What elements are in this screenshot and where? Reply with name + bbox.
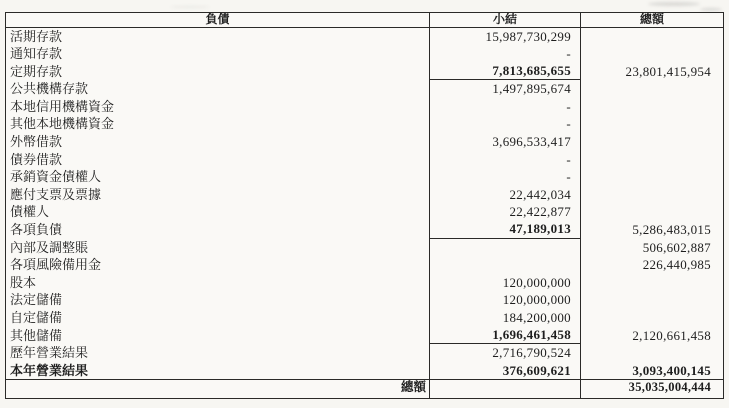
liability-label: 其他本地機構資金 xyxy=(10,116,115,132)
liability-label: 債權人 xyxy=(10,204,50,220)
table-row xyxy=(6,274,723,292)
liability-label: 歷年營業結果 xyxy=(10,345,89,361)
footer-subtotal-cell xyxy=(429,380,581,398)
footer-total-label: 總額 xyxy=(400,380,426,395)
table-row xyxy=(6,168,723,186)
liability-label: 活期存款 xyxy=(10,28,63,44)
subtotal-value xyxy=(429,239,581,257)
total-value xyxy=(581,309,723,327)
total-value xyxy=(581,168,723,186)
total-value xyxy=(581,274,723,292)
total-value xyxy=(581,186,723,204)
total-value xyxy=(581,203,723,221)
subtotal-value: 1,497,895,674 xyxy=(429,80,581,98)
subtotal-value: 15,987,730,299 xyxy=(429,28,581,46)
table-footer-row xyxy=(6,379,723,398)
scan-smudge xyxy=(648,2,700,6)
subtotal-value: - xyxy=(429,151,581,169)
table-row xyxy=(6,133,723,151)
liabilities-table xyxy=(5,12,724,399)
table-row xyxy=(6,256,723,274)
table-row xyxy=(6,203,723,221)
liability-label: 內部及調整賬 xyxy=(10,239,89,255)
table-row xyxy=(6,115,723,133)
liability-label: 各項負債 xyxy=(10,222,63,238)
total-value xyxy=(581,133,723,151)
subtotal-value: 1,696,461,458 xyxy=(429,327,581,345)
subtotal-value: 7,813,685,655 xyxy=(429,63,581,81)
total-value: 3,093,400,145 xyxy=(632,362,711,378)
subtotal-value: - xyxy=(429,45,581,63)
table-row xyxy=(6,291,723,309)
total-value: 5,286,483,015 xyxy=(632,222,711,238)
subtotal-value: 3,696,533,417 xyxy=(429,133,581,151)
table-row xyxy=(6,239,723,257)
total-value xyxy=(581,344,723,362)
table-row xyxy=(6,344,723,362)
subtotal-value: 376,609,621 xyxy=(429,362,581,380)
table-row xyxy=(6,80,723,98)
liability-label: 本年營業結果 xyxy=(10,362,89,378)
header-total: 總額 xyxy=(639,13,664,26)
subtotal-value: 120,000,000 xyxy=(429,274,581,292)
liability-label: 法定儲備 xyxy=(10,292,63,308)
scan-smudge xyxy=(700,8,722,11)
total-value: 226,440,985 xyxy=(642,257,711,273)
total-value xyxy=(581,115,723,133)
subtotal-value xyxy=(429,256,581,274)
header-subtotal: 小結 xyxy=(429,13,581,27)
scan-smudge xyxy=(170,6,210,8)
subtotal-value: 22,442,034 xyxy=(429,186,581,204)
subtotal-value: - xyxy=(429,115,581,133)
header-liability: 負債 xyxy=(205,13,230,26)
subtotal-value: 184,200,000 xyxy=(429,309,581,327)
total-value xyxy=(581,98,723,116)
liability-label: 通知存款 xyxy=(10,46,63,62)
liability-label: 各項風險備用金 xyxy=(10,257,102,273)
table-row xyxy=(6,151,723,169)
liability-label: 應付支票及票據 xyxy=(10,186,102,202)
table-body xyxy=(6,28,723,380)
liability-label: 其他儲備 xyxy=(10,327,63,343)
total-value: 2,120,661,458 xyxy=(632,327,711,343)
total-value: 506,602,887 xyxy=(642,239,711,255)
table-row xyxy=(6,45,723,63)
table-row xyxy=(6,28,723,46)
table-row xyxy=(6,362,723,380)
liability-label: 債券借款 xyxy=(10,151,63,167)
subtotal-value: 2,716,790,524 xyxy=(429,344,581,362)
footer-grand-total: 35,035,004,444 xyxy=(628,380,711,395)
liability-label: 承銷資金債權人 xyxy=(10,169,102,185)
total-value xyxy=(581,28,723,46)
table-row xyxy=(6,309,723,327)
total-value xyxy=(581,80,723,98)
total-value xyxy=(581,45,723,63)
subtotal-value: 22,422,877 xyxy=(429,203,581,221)
table-row xyxy=(6,63,723,81)
table-row xyxy=(6,327,723,345)
liability-label: 外幣借款 xyxy=(10,134,63,150)
liability-label: 公共機構存款 xyxy=(10,81,89,97)
liability-label: 本地信用機構資金 xyxy=(10,98,115,114)
table-row xyxy=(6,186,723,204)
liability-label: 股本 xyxy=(10,274,37,290)
total-value xyxy=(581,291,723,309)
table-row xyxy=(6,221,723,239)
liability-label: 自定儲備 xyxy=(10,310,63,325)
subtotal-value: - xyxy=(429,98,581,116)
subtotal-value: 47,189,013 xyxy=(429,221,581,239)
subtotal-value: 120,000,000 xyxy=(429,291,581,309)
table-header-row xyxy=(6,13,723,28)
liability-label: 定期存款 xyxy=(10,63,63,79)
subtotal-value: - xyxy=(429,168,581,186)
total-value: 23,801,415,954 xyxy=(625,63,711,79)
table-row xyxy=(6,98,723,116)
total-value xyxy=(581,151,723,169)
